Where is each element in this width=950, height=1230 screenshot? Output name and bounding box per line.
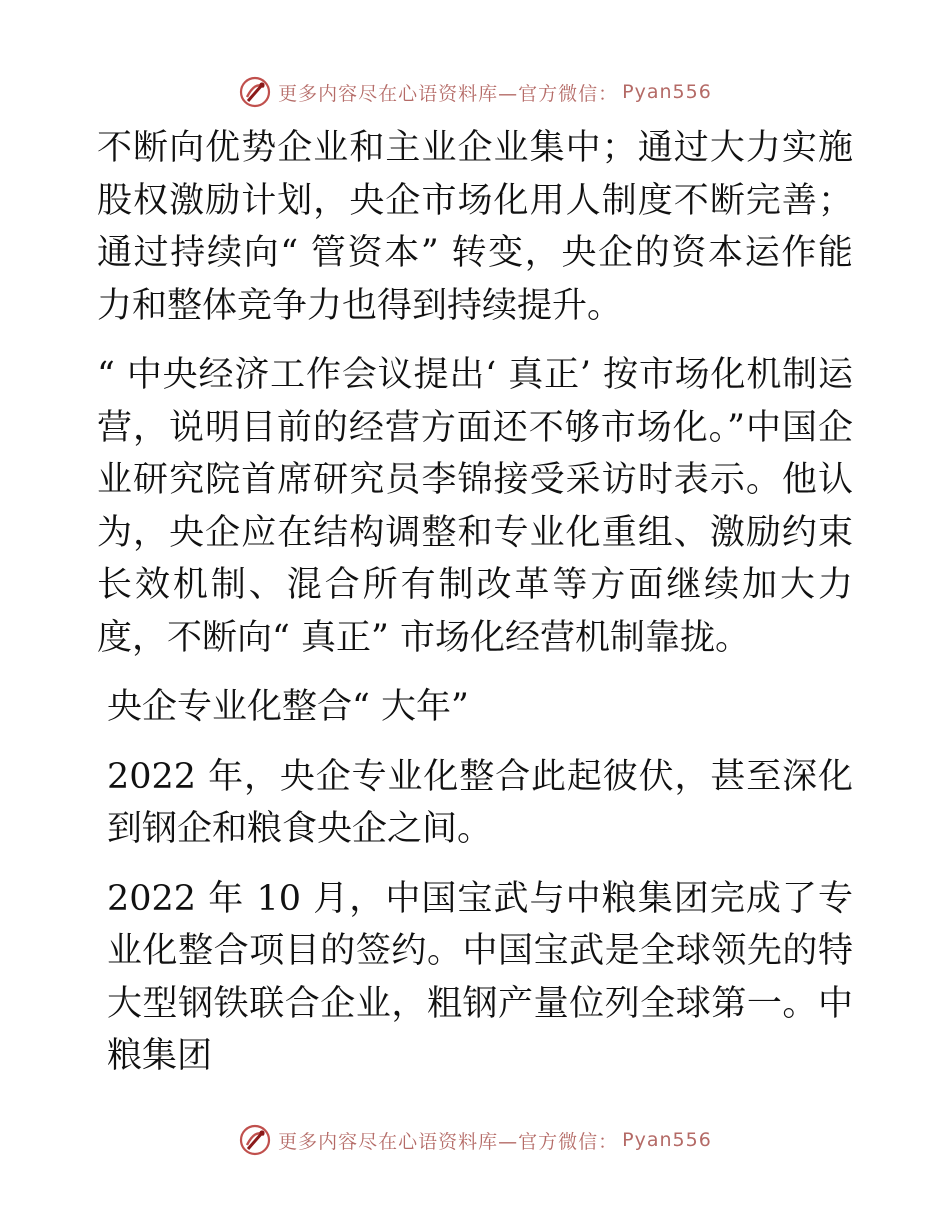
paragraph-intro: 不断向优势企业和主业企业集中；通过大力实施股权激励计划，央企市场化用人制度不断完善；通过持续向“ 管资本” 转变，央企的资本运作能力和整体竞争力也得到持续提升。 <box>97 128 853 326</box>
watermark-contact: Pyan556 <box>622 81 712 103</box>
paragraph-quote: “ 中央经济工作会议提出‘ 真正’ 按市场化机制运营，说明目前的经营方面还不够市场化。”中国企业研究院首席研究员李锦接受采访时表示。他认为，央企应在结构调整和专业化重组、激励约束长效机制、混合所有制改革等方面继续加大力度，不断向“ 真正” 市场化经营机制靠拢。 <box>97 355 853 658</box>
watermark-text: 更多内容尽在心语资料库—官方微信： <box>278 1130 619 1153</box>
document-body <box>97 122 853 1083</box>
paragraph-body-2: 2022 年 10 月，中国宝武与中粮集团完成了专业化整合项目的签约。中国宝武是全球领先的特大型钢铁联合企业，粗钢产量位列全球第一。中粮集团 <box>107 878 853 1076</box>
header-watermark <box>0 72 950 112</box>
watermark-contact: Pyan556 <box>622 1129 712 1151</box>
watermark-logo-icon <box>238 75 272 109</box>
footer-watermark <box>0 1120 950 1160</box>
paragraph-body-1: 2022 年，央企专业化整合此起彼伏，甚至深化到钢企和粮食央企之间。 <box>107 756 853 849</box>
watermark-logo-icon <box>238 1123 272 1157</box>
section-heading: 央企专业化整合“ 大年” <box>107 687 469 727</box>
watermark-text: 更多内容尽在心语资料库—官方微信： <box>278 82 619 105</box>
